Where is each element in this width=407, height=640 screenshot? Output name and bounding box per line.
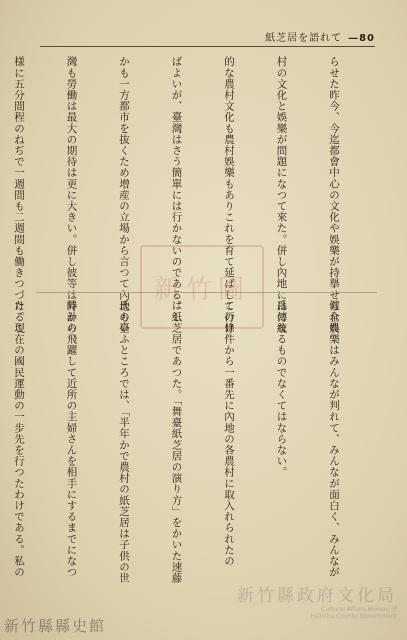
text-column: た。現在の國民運動の一步先を行つたわけである。私の — [13, 300, 25, 578]
text-column: 界から飛躍して近所の主婦さんを相手にするまでになつ — [65, 300, 78, 578]
page-number: —80 — [348, 33, 375, 44]
watermark-title: 新竹縣政府文化局 — [237, 586, 397, 606]
page-header — [40, 28, 375, 47]
text-column: 爲になるものでなくてはならない。 — [275, 300, 288, 478]
watermark-subtitle: Hsinchu County Government — [310, 613, 397, 620]
archive-watermark — [237, 581, 397, 620]
library-stamp: 新竹圖 — [140, 245, 264, 329]
text-column: 灣も勞働は最大の期待は更に大きい。併し彼等は時計の — [65, 56, 78, 334]
text-column: 氏のいふところでは、「半年かで農村の紙芝居は子供の世 — [118, 300, 130, 584]
lower-text-block — [0, 300, 377, 600]
text-column: 村の文化と娛樂が問題になつて來た。併し內地には傳統 — [275, 56, 288, 334]
watermark-subtitle: Cultural Affairs Bureau of — [321, 606, 397, 613]
text-column: らせた昨今、今迄都會中心の文化や娛樂が持擧せられ農 — [328, 56, 340, 334]
text-column: は紙芝居であつた。「舞臺紙芝居の演り方」をかいた速藤 — [170, 300, 183, 584]
archive-mark: 新竹縣縣史館 — [4, 617, 107, 635]
text-column: この條件から一番先に內地の各農村に取入れられたの — [223, 300, 235, 567]
text-column: ばよいが、臺灣はさう簡單には行かないのである。し — [170, 56, 183, 323]
text-column: 様に五分間程のねぢで一週間も二週間も働きつづけるこ — [13, 56, 25, 334]
text-column: 健全娛樂はみんなが判れて、みんなが面白く、みんなが — [328, 300, 340, 578]
text-column: 的な農村文化も農村娛樂もありこれを育て延ばして行け — [223, 56, 235, 334]
text-column: かも一方都市を抜くため增産の立場から言つて內地も臺 — [118, 56, 130, 334]
running-title: 紙芝居を語れて — [265, 33, 343, 44]
